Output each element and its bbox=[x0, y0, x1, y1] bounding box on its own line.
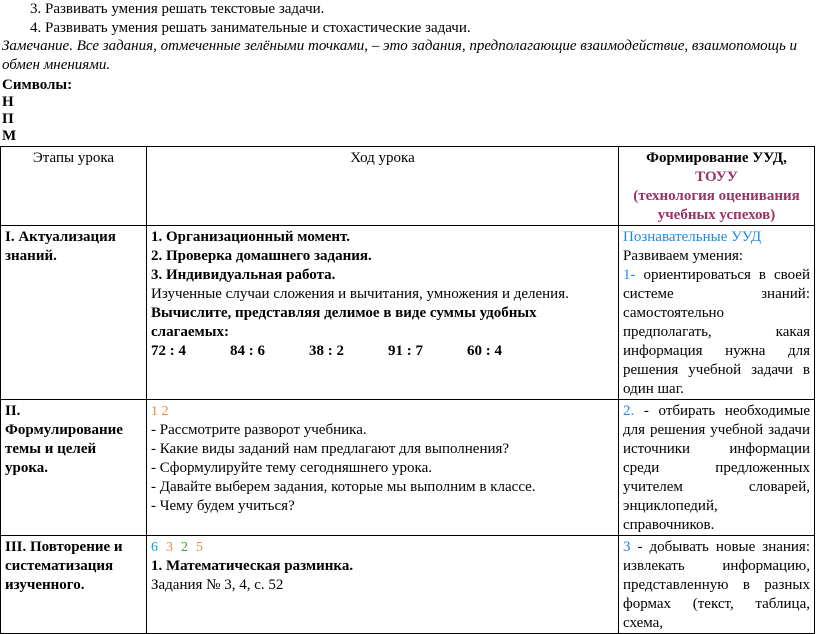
table-row bbox=[1, 400, 815, 536]
course-cell bbox=[147, 400, 619, 536]
header-uud bbox=[619, 147, 815, 226]
stage-cell: I. Актуализация знаний. bbox=[1, 226, 147, 400]
expression: 72 : 4 bbox=[151, 343, 186, 359]
uud-intro: Развиваем умения: bbox=[623, 248, 744, 264]
course-line: 1. Математическая разминка. bbox=[151, 558, 354, 574]
stage-cell: II. Формулирование темы и целей урока. bbox=[1, 400, 147, 536]
task-mark: 5 bbox=[196, 540, 203, 555]
course-line: 3. Индивидуальная работа. bbox=[151, 267, 336, 283]
uud-number: 1- bbox=[623, 267, 636, 283]
course-line: - Какие виды заданий нам предлагают для выполнения? bbox=[151, 441, 510, 457]
course-line: 2. Проверка домашнего задания. bbox=[151, 248, 372, 264]
table-header-row bbox=[1, 147, 815, 226]
goal-4: 4. Развивать умения решать занимательные и стохастические задачи. bbox=[30, 20, 471, 36]
stage-cell: III. Повторение и систематизация изученного. bbox=[1, 536, 147, 634]
course-cell bbox=[147, 536, 619, 634]
uud-number: 2. bbox=[623, 403, 635, 419]
task-marks bbox=[151, 538, 614, 557]
table-row bbox=[1, 226, 815, 400]
expression: 38 : 2 bbox=[309, 343, 344, 359]
header-course: Ход урока bbox=[147, 147, 619, 226]
lesson-table bbox=[0, 146, 815, 634]
course-line: Вычислите, представляя делимое в виде суммы удобных слагаемых: bbox=[151, 305, 537, 340]
uud-description: - добывать новые знания: извлекать информацию, представленную в разных формах (текст, таблица, схема, bbox=[623, 539, 810, 631]
expressions-row bbox=[151, 342, 614, 361]
uud-cell bbox=[619, 400, 815, 536]
header-touu: ТОУУ bbox=[695, 169, 738, 185]
task-mark: 2 bbox=[181, 540, 188, 555]
uud-description: - отбирать необходимые для решения учебной задачи источники информации среди предложенных учителем словарей, энциклопедий, справочников. bbox=[623, 403, 810, 533]
course-line: 1. Организационный момент. bbox=[151, 229, 351, 245]
symbols-title: Символы: bbox=[2, 77, 73, 93]
header-stages: Этапы урока bbox=[1, 147, 147, 226]
uud-cell bbox=[619, 536, 815, 634]
uud-number: 3 bbox=[623, 539, 631, 555]
task-mark: 6 bbox=[151, 540, 158, 555]
uud-description: ориентироваться в своей системе знаний: самостоятельно предполагать, какая информация нужна для решения учебной задачи в один шаг. bbox=[623, 267, 810, 397]
task-mark: 3 bbox=[166, 540, 173, 555]
table-row bbox=[1, 536, 815, 634]
symbol-p: П bbox=[2, 111, 14, 127]
expression: 84 : 6 bbox=[230, 343, 265, 359]
uud-title: Познавательные УУД bbox=[623, 229, 762, 245]
expression: 91 : 7 bbox=[388, 343, 423, 359]
uud-cell bbox=[619, 226, 815, 400]
course-line: - Рассмотрите разворот учебника. bbox=[151, 422, 367, 438]
course-line: Изученные случаи сложения и вычитания, умножения и деления. bbox=[151, 286, 569, 302]
symbol-n: Н bbox=[2, 94, 14, 110]
course-line: - Сформулируйте тему сегодняшнего урока. bbox=[151, 460, 432, 476]
task-marks: 1 2 bbox=[151, 404, 169, 419]
course-line: Задания № 3, 4, с. 52 bbox=[151, 577, 284, 593]
expression: 60 : 4 bbox=[467, 343, 502, 359]
header-touu-desc: (технология оценивания учебных успехов) bbox=[633, 188, 800, 223]
course-cell bbox=[147, 226, 619, 400]
course-line: - Чему будем учиться? bbox=[151, 498, 295, 514]
remark-paragraph: Замечание. Все задания, отмеченные зелёными точками, – это задания, предполагающие взаимодействие, взаимопомощь и обмен мнениями. bbox=[2, 38, 798, 73]
header-uud-line1: Формирование УУД, bbox=[646, 150, 787, 166]
course-line: - Давайте выберем задания, которые мы выполним в классе. bbox=[151, 479, 536, 495]
goal-3: 3. Развивать умения решать текстовые задачи. bbox=[30, 1, 325, 17]
symbol-m: М bbox=[2, 128, 17, 144]
uud-text bbox=[623, 267, 810, 397]
